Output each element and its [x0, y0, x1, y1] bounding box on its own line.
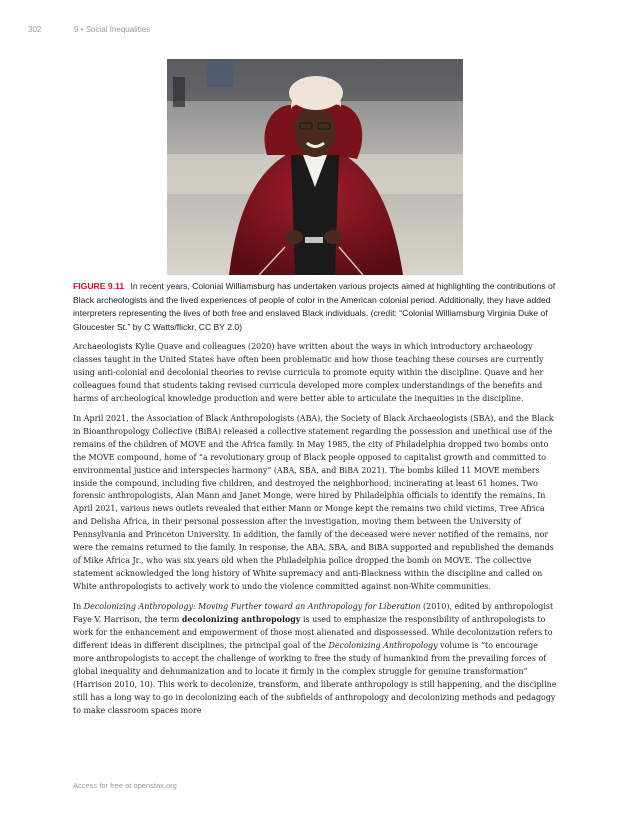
paragraph-3 — [73, 601, 558, 718]
figure-caption — [73, 280, 558, 334]
paragraph-3-text: In — [73, 602, 84, 612]
paragraph-2: In April 2021, the Association of Black Anthropologists (ABA), the Society of Black Archaeologists (SBA), and the Black in Bioanthropology Collective (BiBA) released a collective statement regarding the possession and unethical use of the remains of the children of MOVE and the Africa family. In May 1985, the city of Philadelphia dropped two bombs onto the MOVE compound, home of “a revolutionary group of Black people opposed to capitalist growth and committed to environmental justice and interspecies harmony” (ABA, SBA, and BiBA 2021). The bombs killed 11 MOVE members inside the compound, including five children, and destroyed the neighborhood, incinerating at least 61 homes. Two forensic anthropologists, Alan Mann and Janet Monge, were hired by Philadelphia officials to identify the remains. In April 2021, various news outlets revealed that either Mann or Monge kept the remains two child victims, Tree Africa and Delisha Africa, in their personal possession after the investigation, moving them between the University of Pennsylvania and Princeton University. In addition, the family of the deceased were never notified of the remains, nor were the remains returned to the family. In response, the ABA, SBA, and BiBA supported and republished the demands of Mike Africa Jr., who was six years old when the Philadelphia police dropped the bomb on MOVE. The collective statement acknowledged the long history of White supremacy and anti-Blackness within the discipline and called on White anthropologists to actively work to undo the violence committed against non-White communities. — [73, 413, 554, 592]
paragraph-3-text: is used to emphasize the responsibility of anthropologists to work for the enhancement and empowerment of those most alienated and dispossessed. While decolonization refers to different ideas in different disciplines, the principal goal of the — [73, 615, 553, 650]
key-term: decolonizing anthropology — [181, 615, 301, 625]
running-head — [28, 25, 150, 34]
paragraph-3-text: (2010), edited by anthropologist Faye V. Harrison, the term — [73, 602, 554, 625]
footer-access-link[interactable]: Access for free at openstax.org — [73, 781, 177, 790]
book-title: Decolonizing Anthropology — [328, 640, 438, 650]
figure-label: FIGURE 9.11 — [73, 281, 125, 291]
page-number: 302 — [28, 25, 42, 34]
body-text — [73, 341, 558, 725]
figure-photo — [167, 59, 463, 275]
paragraph-1: Archaeologists Kylie Quave and colleagues (2020) have written about the ways in which introductory archaeology classes taught in the United States have often been problematic and how those teaching these courses are currently using anti-colonial and decolonial theories to revise curricula to promote equity within the discipline. Quave and her colleagues found that students taking revised curricula developed more complex understandings of the benefits and harms of archeological knowledge production and were better able to articulate the inequities in the discipline. — [73, 342, 544, 403]
paragraph-3-text: volume is “to encourage more anthropologists to accept the challenge of working to free the study of humankind from the prevailing forces of global inequality and dehumanization and to locate it firmly in the complex struggle for genuine transformation” (Harrison 2010, 10). This work to decolonize, transform, and liberate anthropology is still happening, and the discipline still has a long way to go in decolonizing each of the subfields of anthropology and decolonizing methods and pedagogy to make classroom spaces more — [73, 640, 557, 715]
woman-in-red-cloak-illustration — [167, 59, 463, 275]
book-title: Decolonizing Anthropology: Moving Further toward an Anthropology for Liberation — [83, 602, 421, 612]
figure-caption-text: In recent years, Colonial Williamsburg has undertaken various projects aimed at highlighting the contributions of Black archeologists and the lived experiences of people of color in the American colonial period. Additionally, they have added interpreters representing the lives of both free and enslaved Black individuals. (credit: “Colonial Williamsburg Virginia Duke of Gloucester St.” by C Watts/flickr, CC BY 2.0) — [73, 281, 556, 332]
chapter-title: 9 • Social Inequalities — [74, 25, 151, 34]
